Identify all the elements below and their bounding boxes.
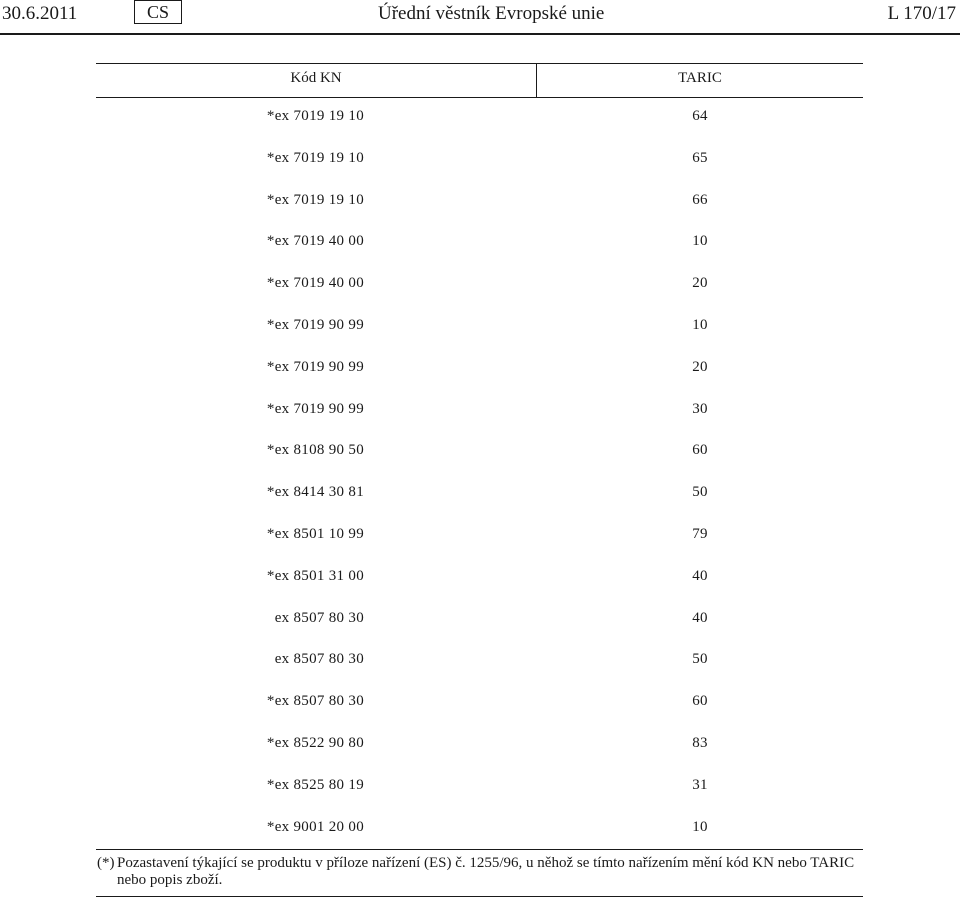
page-reference: L 170/17 [887, 3, 956, 24]
kn-code-cell: *ex 7019 19 10 [266, 108, 364, 124]
table-row [96, 315, 863, 357]
taric-cell: 60 [692, 442, 708, 459]
kn-code-cell: *ex 7019 40 00 [266, 233, 364, 250]
publication-date: 30.6.2011 [2, 3, 78, 24]
table-row [96, 482, 863, 524]
footnote-bottom-border [96, 896, 863, 897]
kn-code-cell: *ex 8414 30 81 [266, 484, 364, 501]
footnote-text: Pozastavení týkající se produktu v příloze nařízení (ES) č. 1255/96, u něhož se tímto nařízením mění kód KN nebo TARIC nebo popis zboží. [117, 855, 855, 888]
taric-cell: 20 [692, 275, 708, 292]
kn-code-cell: *ex 8525 80 19 [266, 776, 364, 793]
table-row [96, 691, 863, 733]
kn-code-cell: ex 8507 80 30 [274, 609, 364, 626]
taric-cell: 40 [692, 609, 708, 626]
taric-cell: 83 [692, 734, 708, 751]
table-row [96, 440, 863, 482]
table-row [96, 106, 863, 148]
table-row [96, 566, 863, 608]
table-row [96, 524, 863, 566]
table-row [96, 148, 863, 190]
taric-cell: 50 [692, 484, 708, 501]
footnote [97, 855, 867, 889]
language-badge: CS [134, 0, 182, 24]
kn-code-cell: *ex 8507 80 30 [266, 693, 364, 710]
kn-code-cell: *ex 7019 40 00 [266, 275, 364, 292]
taric-cell: 64 [692, 108, 708, 124]
taric-cell: 65 [692, 149, 708, 166]
table-top-border [96, 63, 863, 64]
taric-cell: 31 [692, 776, 708, 793]
kn-code-cell: *ex 7019 90 99 [266, 400, 364, 417]
header-divider [0, 33, 960, 35]
column-header-taric: TARIC [678, 70, 722, 86]
table-bottom-border [96, 849, 863, 850]
kn-code-cell: *ex 7019 19 10 [266, 149, 364, 166]
kn-code-cell: *ex 8501 10 99 [266, 525, 364, 542]
taric-cell: 50 [692, 651, 708, 668]
table-row [96, 190, 863, 232]
footnote-marker: (*) [97, 855, 115, 871]
table-row [96, 608, 863, 650]
table-header-divider [96, 97, 863, 98]
taric-cell: 10 [692, 233, 708, 250]
table-body [96, 106, 863, 858]
taric-cell: 66 [692, 191, 708, 208]
kn-code-cell: *ex 8522 90 80 [266, 734, 364, 751]
taric-cell: 10 [692, 818, 708, 835]
kn-code-cell: *ex 7019 90 99 [266, 358, 364, 375]
kn-code-cell: ex 8507 80 30 [274, 651, 364, 668]
table-row [96, 231, 863, 273]
table-row [96, 649, 863, 691]
taric-cell: 20 [692, 358, 708, 375]
taric-cell: 79 [692, 525, 708, 542]
kn-code-cell: *ex 7019 19 10 [266, 191, 364, 208]
taric-cell: 40 [692, 567, 708, 584]
column-header-kn: Kód KN [290, 70, 342, 86]
kn-code-cell: *ex 8108 90 50 [266, 442, 364, 459]
table-row [96, 273, 863, 315]
kn-code-cell: *ex 7019 90 99 [266, 316, 364, 333]
table-row [96, 399, 863, 441]
page-header [0, 0, 960, 32]
table-row [96, 733, 863, 775]
taric-cell: 10 [692, 316, 708, 333]
kn-code-cell: *ex 9001 20 00 [266, 818, 364, 835]
table-row [96, 357, 863, 399]
journal-title: Úřední věstník Evropské unie [378, 3, 605, 24]
table-row [96, 775, 863, 817]
taric-cell: 30 [692, 400, 708, 417]
kn-code-cell: *ex 8501 31 00 [266, 567, 364, 584]
taric-cell: 60 [692, 693, 708, 710]
table-row [96, 817, 863, 859]
